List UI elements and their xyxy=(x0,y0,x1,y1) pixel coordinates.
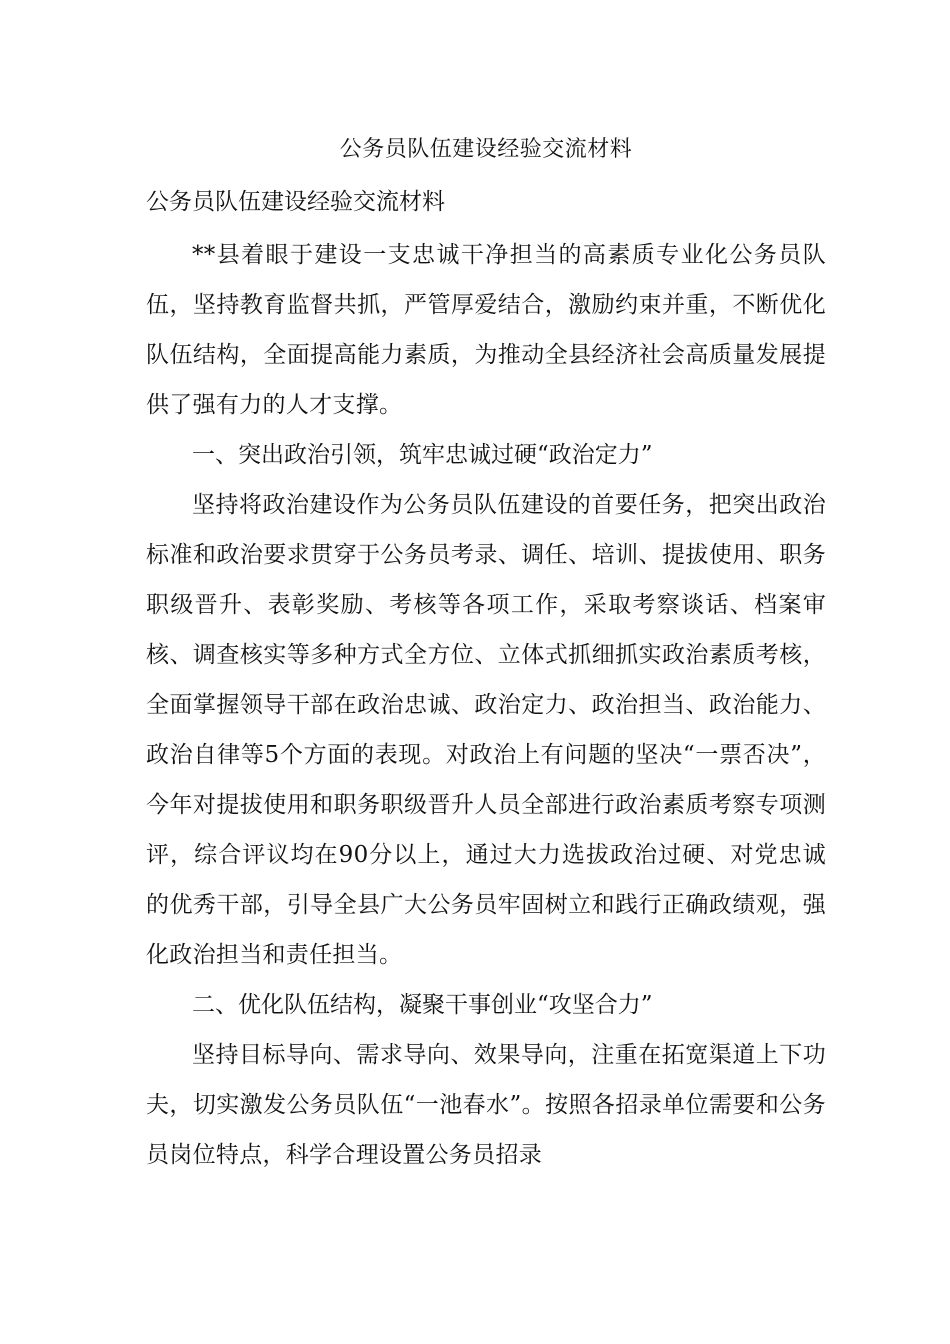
section-heading-2: 二、优化队伍结构，凝聚干事创业“攻坚合力” xyxy=(192,992,653,1018)
document-page xyxy=(146,134,826,1180)
section-1-paragraph: 坚持将政治建设作为公务员队伍建设的首要任务，把突出政治标准和政治要求贯穿于公务员考录、调任、培训、提拔使用、职务职级晋升、表彰奖励、考核等各项工作，采取考察谈话、档案审核、调查核实等多种方式全方位、立体式抓细抓实政治素质考核，全面掌握领导干部在政治忠诚、政治定力、政治担当、政治能力、政治自律等5个方面的表现。对政治上有问题的坚决“一票否决”，今年对提拔使用和职务职级晋升人员全部进行政治素质考察专项测评，综合评议均在90分以上，通过大力选拔政治过硬、对党忠诚的优秀干部，引导全县广大公务员牢固树立和践行正确政绩观，强化政治担当和责任担当。 xyxy=(146,492,826,968)
intro-paragraph: **县着眼于建设一支忠诚干净担当的高素质专业化公务员队伍，坚持教育监督共抓，严管厚爱结合，激励约束并重，不断优化队伍结构，全面提高能力素质，为推动全县经济社会高质量发展提供了强有力的人才支撑。 xyxy=(146,242,826,418)
section-2-paragraph: 坚持目标导向、需求导向、效果导向，注重在拓宽渠道上下功夫，切实激发公务员队伍“一池春水”。按照各招录单位需要和公务员岗位特点，科学合理设置公务员招录 xyxy=(146,1042,826,1168)
document-title: 公务员队伍建设经验交流材料 xyxy=(339,137,633,162)
document-subtitle: 公务员队伍建设经验交流材料 xyxy=(146,189,445,215)
section-heading-1: 一、突出政治引领，筑牢忠诚过硬“政治定力” xyxy=(192,442,653,468)
